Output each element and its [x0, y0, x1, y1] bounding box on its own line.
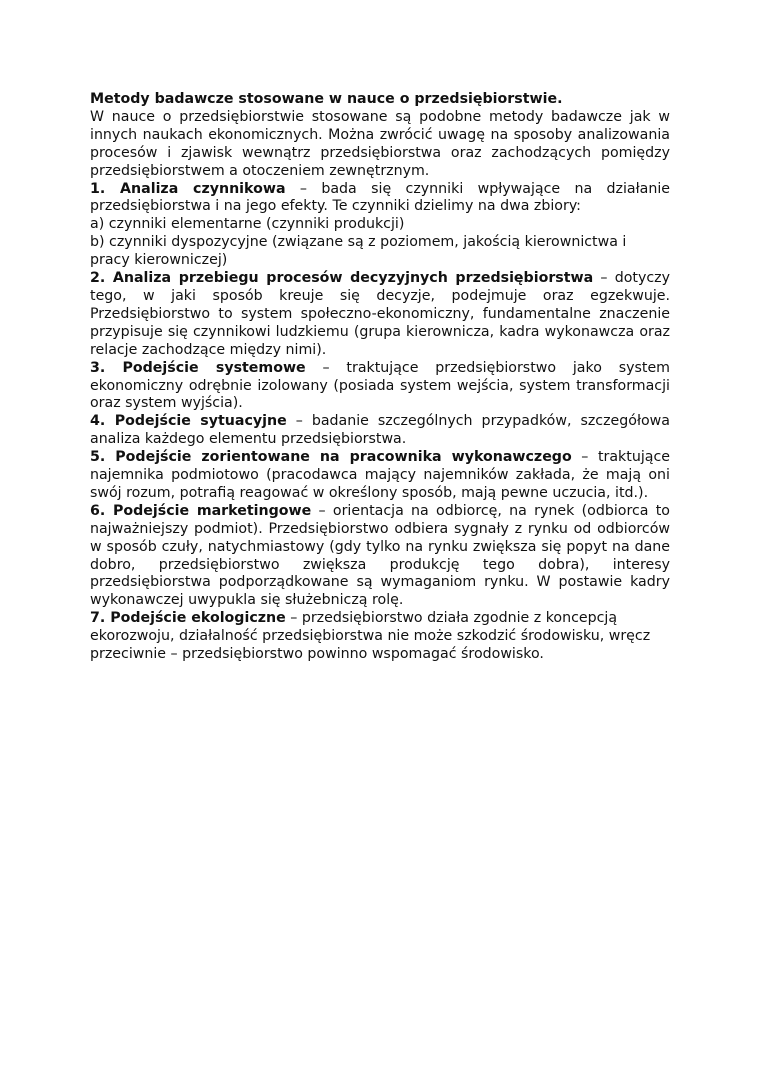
item-6-heading: 6. Podejście marketingowe [90, 502, 312, 519]
document-page [90, 91, 670, 664]
item-1-subitem-a: a) czynniki elementarne (czynniki produkcji) [90, 216, 405, 233]
item-2-heading: 2. Analiza przebiegu procesów decyzyjnych przedsiębiorstwa [90, 270, 594, 287]
item-7-text: – przedsiębiorstwo działa zgodnie z koncepcją ekorozwoju, działalność przedsiębiorstwa nie może szkodzić środowisku, wręcz przeciwnie – przedsiębiorstwo powinno wspomagać środowisko. [90, 610, 651, 663]
intro-paragraph: W nauce o przedsiębiorstwie stosowane są podobne metody badawcze jak w innych naukach ekonomicznych. Można zwrócić uwagę na sposoby analizowania procesów i zjawisk wewnątrz przedsiębiorstwa oraz zachodzących pomiędzy przedsiębiorstwem a otoczeniem zewnętrznym. [90, 108, 670, 179]
item-1 [90, 181, 670, 217]
item-4 [90, 413, 670, 449]
item-5-text: – traktujące najemnika podmiotowo (pracodawca mający najemników zakłada, że mają oni swój rozum, potrafią reagować w określony sposób, mają pewne uczucia, itd.). [90, 449, 670, 501]
item-7-heading: 7. Podejście ekologiczne [90, 610, 286, 627]
item-1-heading: 1. Analiza czynnikowa [90, 180, 286, 197]
item-5-heading: 5. Podejście zorientowane na pracownika wykonawczego [90, 449, 572, 466]
item-6-text: – orientacja na odbiorcę, na rynek (odbiorca to najważniejszy podmiot). Przedsiębiorstwo odbiera sygnały z rynku od odbiorców w sposób czuły, natychmiastowy (gdy tylko na rynku zwiększa się popyt na dane dobro, przedsiębiorstwo zwiększa produkcję tego dobra), interesy przedsiębiorstwa podporządkowane są wymaganiom rynku. W postawie kadry wykonawczej uwypukla się służebniczą rolę. [90, 502, 670, 609]
item-1-subitem-b: b) czynniki dyspozycyjne (związane są z poziomem, jakością kierownictwa i pracy kierowniczej) [90, 234, 627, 269]
item-6 [90, 503, 670, 610]
document-title: Metody badawcze stosowane w nauce o przedsiębiorstwie. [90, 91, 563, 107]
item-5 [90, 449, 670, 503]
item-3-heading: 3. Podejście systemowe [90, 359, 306, 376]
item-4-heading: 4. Podejście sytuacyjne [90, 413, 287, 430]
item-4-text: – badanie szczególnych przypadków, szczegółowa analiza każdego elementu przedsiębiorstwa. [90, 413, 670, 448]
item-2 [90, 270, 670, 360]
item-3-text: – traktujące przedsiębiorstwo jako system ekonomiczny odrębnie izolowany (posiada system wejścia, system transformacji oraz system wyjścia). [90, 359, 670, 412]
item-7 [90, 610, 670, 664]
item-1-text: – bada się czynniki wpływające na działanie przedsiębiorstwa i na jego efekty. Te czynniki dzielimy na dwa zbiory: [90, 180, 671, 215]
item-2-text: – dotyczy tego, w jaki sposób kreuje się decyzje, podejmuje oraz egzekwuje. Przedsiębiorstwo to system społeczno-ekonomiczny, fundamentalne znaczenie przypisuje się czynnikowi ludzkiemu (grupa kierownicza, kadra wykonawcza oraz relacje zachodzące między nimi). [90, 270, 670, 358]
item-3 [90, 360, 670, 414]
